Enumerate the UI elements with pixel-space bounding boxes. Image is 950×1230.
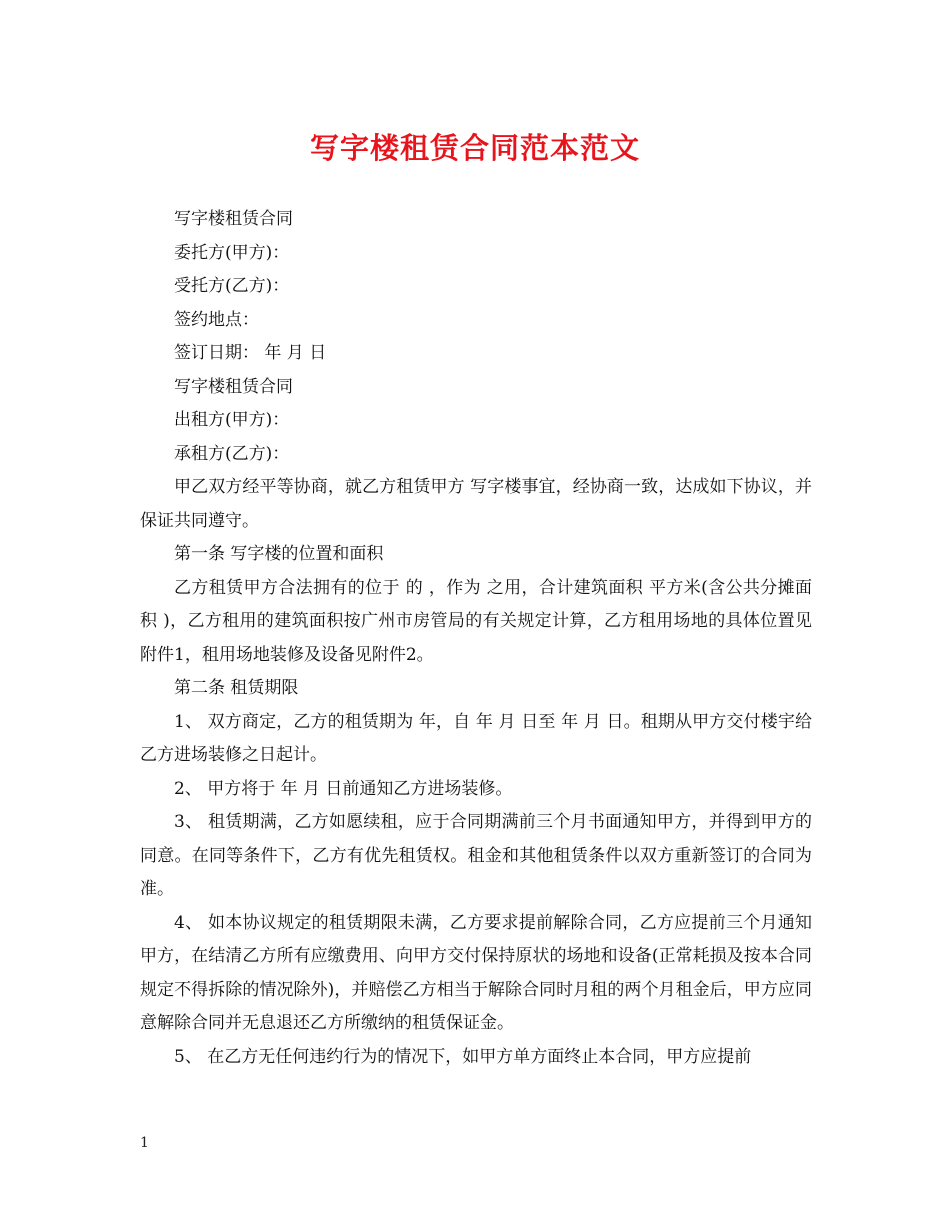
document-title: 写字楼租赁合同范本范文 <box>309 131 640 165</box>
paragraph: 出租方(甲方)： <box>174 410 290 430</box>
clause-item: 4、 如本协议规定的租赁期限未满，乙方要求提前解除合同，乙方应提前三个月通知甲方，在结清乙方所有应缴费用、向甲方交付保持原状的场地和设备(正常耗损及按本合同规定不得拆除的情况除外)，并赔偿乙方相当于解除合同时月租的两个月租金后，甲方应同意解除合同并无息退还乙方所缴纳的租赁保证金。 <box>140 912 812 1033</box>
paragraph: 受托方(乙方)： <box>174 276 290 296</box>
page-number: 1 <box>140 1135 149 1151</box>
clause-item: 1、 双方商定，乙方的租赁期为 年，自 年 月 日至 年 月 日。租期从甲方交付楼宇给乙方进场装修之日起计。 <box>140 711 812 765</box>
clause-item: 5、 在乙方无任何违约行为的情况下，如甲方单方面终止本合同，甲方应提前 <box>174 1046 752 1067</box>
paragraph: 写字楼租赁合同 <box>174 209 293 229</box>
paragraph: 签订日期： 年 月 日 <box>174 343 327 363</box>
paragraph: 签约地点： <box>174 309 259 330</box>
clause-item: 3、 租赁期满，乙方如愿续租，应于合同期满前三个月书面通知甲方，并得到甲方的同意。在同等条件下，乙方有优先租赁权。租金和其他租赁条件以双方重新签订的合同为准。 <box>140 812 812 899</box>
document-body <box>140 203 812 1074</box>
paragraph: 写字楼租赁合同 <box>174 376 293 397</box>
section-heading: 第二条 租赁期限 <box>174 678 299 698</box>
paragraph: 甲乙双方经平等协商，就乙方租赁甲方 写字楼事宜，经协商一致，达成如下协议，并保证共同遵守。 <box>140 477 812 531</box>
paragraph: 乙方租赁甲方合法拥有的位于 的 ，作为 之用，合计建筑面积 平方米(含公共分摊面积 )，乙方租用的建筑面积按广州市房管局的有关规定计算，乙方租用场地的具体位置见附件1，租用场地装修及设备见附件2。 <box>140 577 812 665</box>
section-heading: 第一条 写字楼的位置和面积 <box>174 544 384 564</box>
paragraph: 委托方(甲方)： <box>174 242 290 263</box>
clause-item: 2、 甲方将于 年 月 日前通知乙方进场装修。 <box>174 778 513 799</box>
paragraph: 承租方(乙方)： <box>174 443 290 464</box>
